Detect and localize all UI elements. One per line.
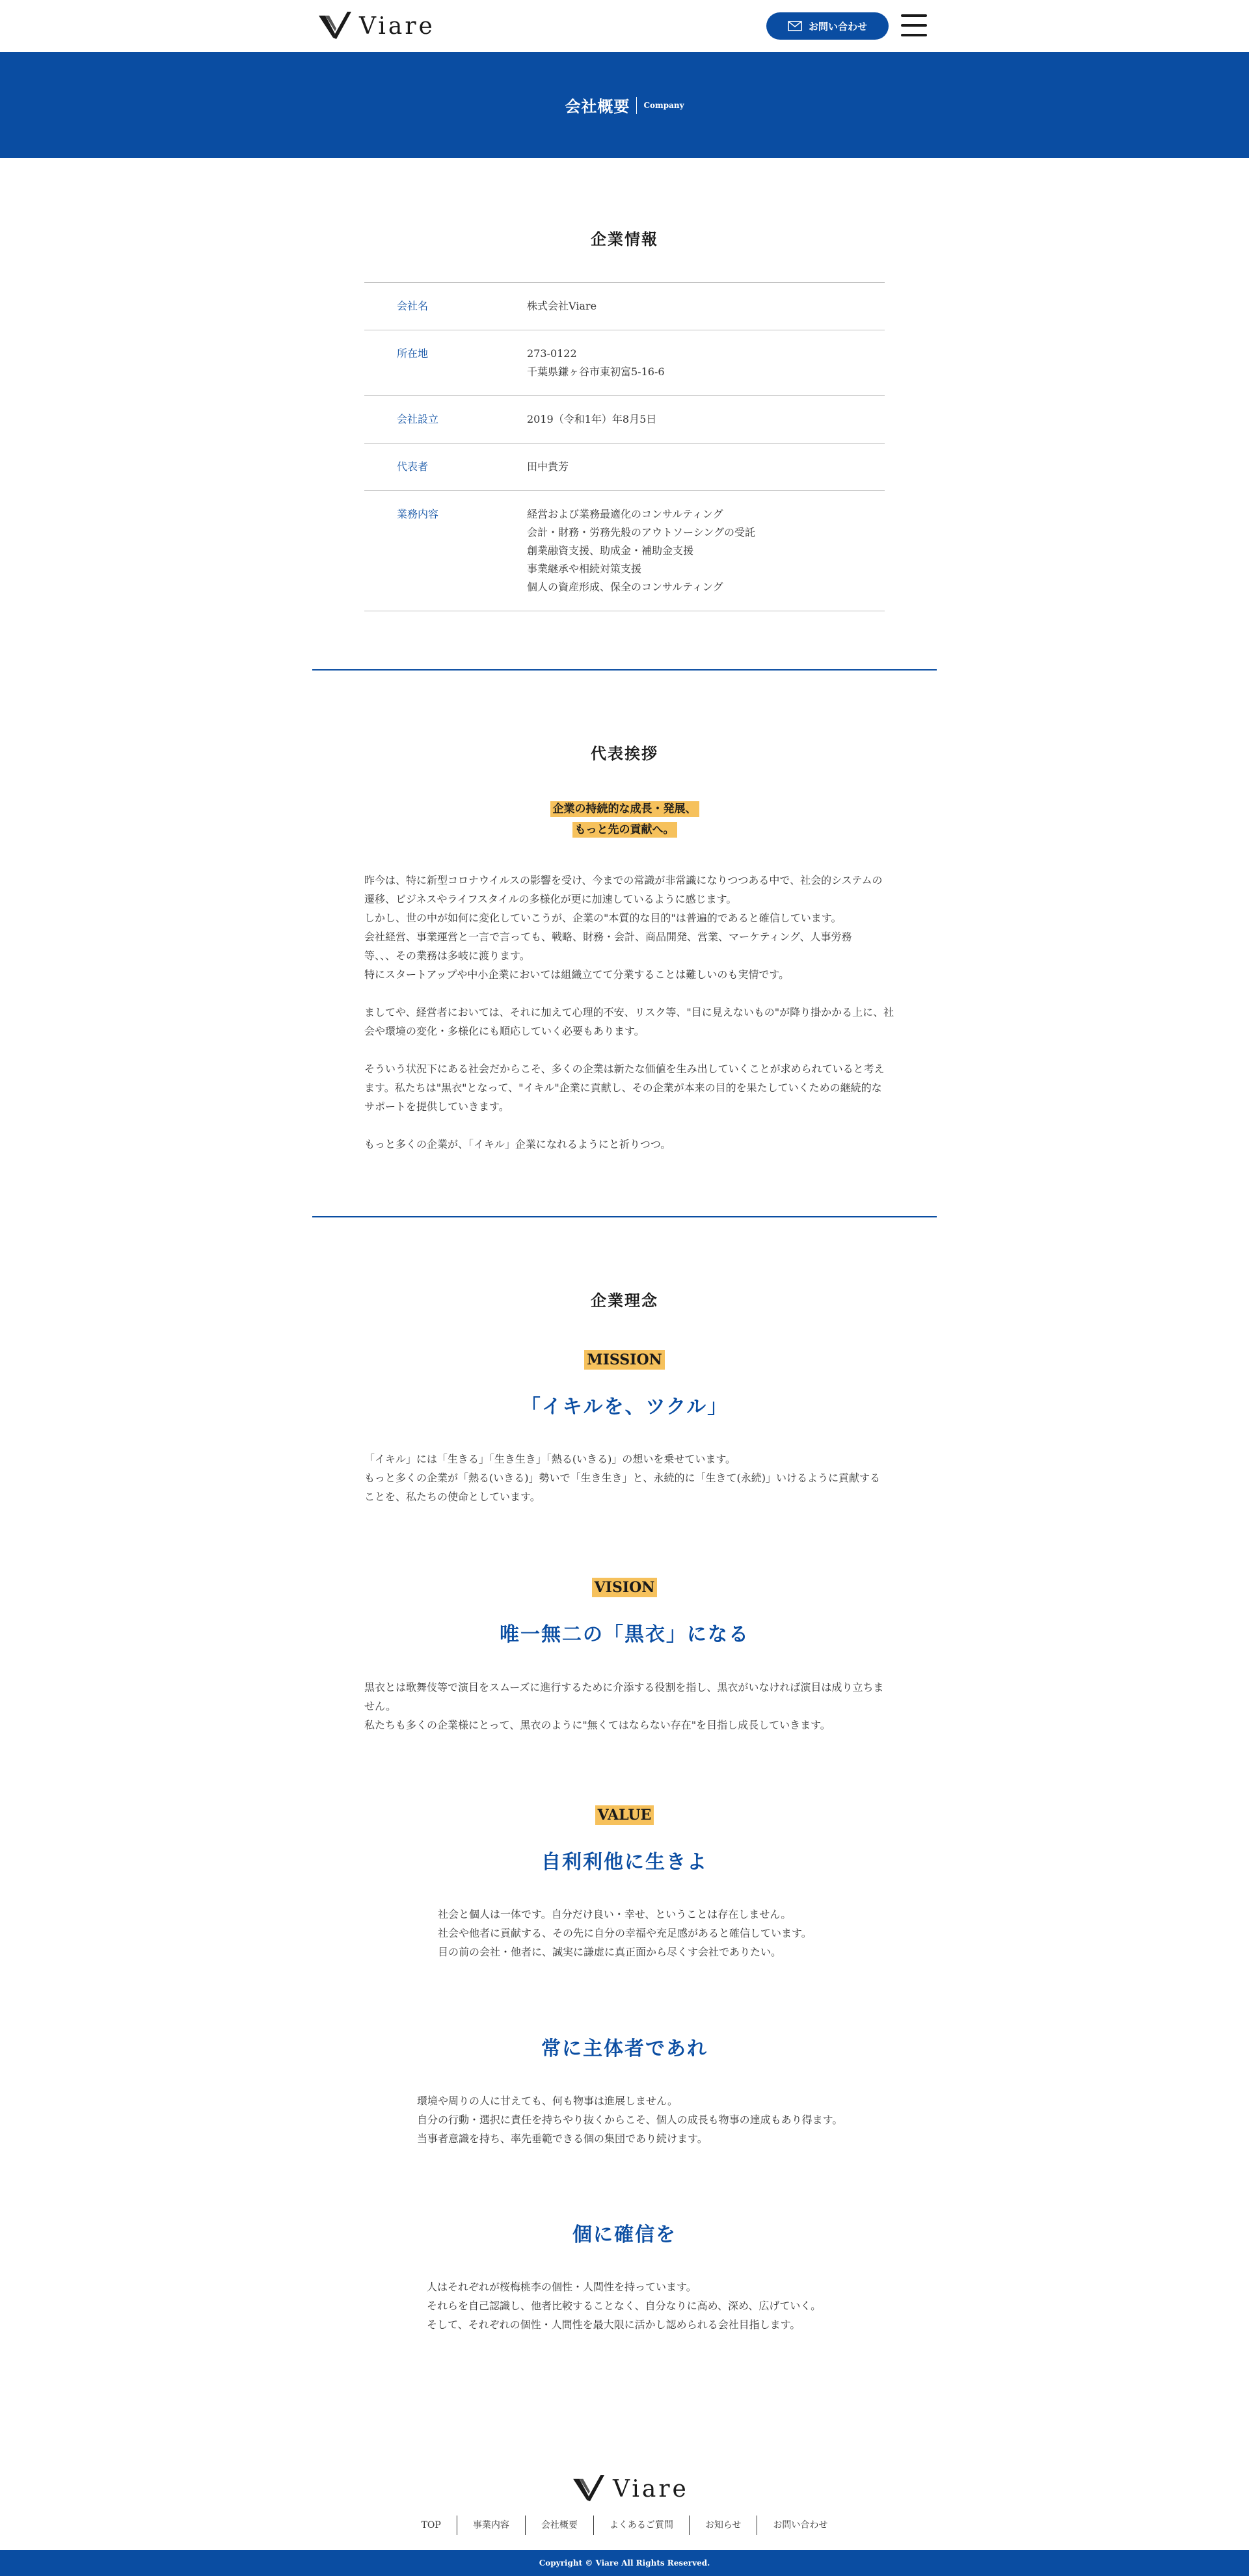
text-line: 遷移、ビジネスやライフスタイルの多様化が更に加速しているように感じます。 bbox=[364, 893, 737, 905]
vision-body bbox=[364, 1678, 898, 1734]
mission-tag bbox=[0, 1350, 1249, 1370]
info-row bbox=[364, 444, 885, 491]
footer-nav-link[interactable]: お知らせ bbox=[705, 2520, 742, 2530]
site-header bbox=[0, 0, 1249, 52]
info-row bbox=[364, 330, 885, 396]
text-line: 会や環境の変化・多様化にも順応していく必要もあります。 bbox=[364, 1025, 645, 1037]
text-line: それらを自己認識し、他者比較することなく、自分なりに高め、深め、広げていく。 bbox=[427, 2300, 822, 2312]
value-tag-label: VALUE bbox=[595, 1805, 654, 1825]
footer-nav-link[interactable]: TOP bbox=[421, 2520, 441, 2530]
logo-text: Viare bbox=[359, 12, 435, 40]
greeting-paragraph bbox=[364, 1059, 898, 1116]
mission-tag-label: MISSION bbox=[584, 1350, 665, 1370]
info-value-line: 創業融資支援、助成金・補助金支援 bbox=[527, 544, 694, 557]
info-value bbox=[527, 505, 885, 596]
vision-tag-label: VISION bbox=[592, 1578, 658, 1597]
page-title: 会社概要 bbox=[565, 97, 630, 116]
info-value-line: 経営および業務最適化のコンサルティング bbox=[527, 508, 723, 520]
text-line: 目の前の会社・他者に、誠実に謙虚に真正面から尽くす会社でありたい。 bbox=[438, 1946, 782, 1958]
copyright-bar bbox=[0, 2550, 1249, 2576]
mission-headline: 「イキルを、ツクル」 bbox=[520, 1396, 729, 1418]
text-line: 昨今は、特に新型コロナウイルスの影響を受け、今までの常識が非常識になりつつある中で、社会的システムの bbox=[364, 874, 883, 886]
info-value-line: 千葉県鎌ヶ谷市東初富5-16-6 bbox=[527, 365, 665, 378]
info-label: 所在地 bbox=[397, 347, 429, 360]
info-row bbox=[364, 396, 885, 444]
page-hero bbox=[0, 52, 1249, 158]
philosophy-title: 企業理念 bbox=[591, 1291, 658, 1310]
info-label: 代表者 bbox=[397, 460, 429, 473]
text-line: しかし、世の中が如何に変化していこうが、企業の"本質的な目的"は普遍的であると確信しています。 bbox=[364, 912, 842, 924]
contact-button-label: お問い合わせ bbox=[808, 20, 867, 33]
text-line: 社会や他者に貢献する、その先に自分の幸福や充足感があると確信しています。 bbox=[438, 1927, 812, 1939]
greeting-paragraph bbox=[364, 1135, 898, 1154]
info-value bbox=[527, 410, 885, 429]
info-value-line: 個人の資産形成、保全のコンサルティング bbox=[527, 581, 723, 593]
text-line: そして、それぞれの個性・人間性を最大限に活かし認められる会社目指します。 bbox=[427, 2318, 801, 2331]
info-row bbox=[364, 283, 885, 330]
viare-logo-mark-icon bbox=[319, 12, 351, 40]
info-label: 業務内容 bbox=[397, 508, 439, 520]
greeting-body bbox=[364, 871, 898, 1154]
mail-icon bbox=[788, 21, 802, 31]
footer-nav-link[interactable]: よくあるご質問 bbox=[609, 2520, 673, 2530]
site-logo[interactable] bbox=[319, 10, 435, 42]
info-value bbox=[527, 458, 885, 476]
text-line: ましてや、経営者においては、それに加えて心理的不安、リスク等、"目に見えないもの"が降り掛かかる上に、社 bbox=[364, 1006, 894, 1018]
greeting-catchphrase bbox=[0, 801, 1249, 843]
text-line: 「イキル」には「生きる」「生き生き」「熱る(いきる)」の想いを乗せています。 bbox=[364, 1453, 736, 1465]
text-line: 私たちも多くの企業様にとって、黒衣のように"無くてはならない存在"を目指し成長していきます。 bbox=[364, 1719, 831, 1731]
text-line: ます。私たちは"黒衣"となって、"イキル"企業に貢献し、その企業が本来の目的を果たしていくための継続的な bbox=[364, 1082, 882, 1094]
footer-nav-link[interactable]: 会社概要 bbox=[541, 2520, 578, 2530]
info-value-line: 事業継承や相続対策支援 bbox=[527, 563, 642, 575]
section-divider bbox=[312, 1216, 937, 1217]
footer-logo[interactable] bbox=[572, 2475, 689, 2503]
info-value-line: 273-0122 bbox=[527, 347, 577, 360]
info-value-line: 会計・財務・労務先般のアウトソーシングの受託 bbox=[527, 526, 755, 538]
viare-logo-mark-icon bbox=[572, 2475, 605, 2503]
catch-line: もっと先の貢献へ。 bbox=[572, 822, 677, 838]
company-info-title: 企業情報 bbox=[591, 230, 658, 248]
greeting-paragraph bbox=[364, 871, 898, 984]
info-label: 会社設立 bbox=[397, 413, 439, 425]
value-headline: 自利利他に生きよ bbox=[541, 1851, 708, 1874]
text-line: 黒衣とは歌舞伎等で演目をスムーズに進行するために介添する役割を指し、黒衣がいなければ演目は成り立ちま bbox=[364, 1681, 884, 1693]
value-body bbox=[438, 1905, 893, 1961]
copyright-text: Copyright © Viare All Rights Reserved. bbox=[539, 2558, 710, 2568]
vision-tag bbox=[0, 1578, 1249, 1597]
value-headline: 常に主体者であれ bbox=[541, 2038, 708, 2060]
text-line: もっと多くの企業が、「イキル」企業になれるようにと祈りつつ。 bbox=[364, 1138, 671, 1150]
info-value bbox=[527, 345, 885, 381]
text-line: せん。 bbox=[364, 1700, 396, 1712]
page-subtitle: Company bbox=[643, 100, 684, 110]
info-value-line: 田中貴芳 bbox=[527, 460, 569, 473]
text-line: 特にスタートアップや中小企業においては組織立てて分業することは難しいのも実情です。 bbox=[364, 968, 790, 981]
footer-nav bbox=[0, 2516, 1249, 2535]
contact-button[interactable] bbox=[766, 12, 889, 40]
info-value bbox=[527, 297, 885, 315]
text-line: そういう状況下にある社会だからこそ、多くの企業は新たな価値を生み出していくことが求められていると考え bbox=[364, 1063, 885, 1075]
footer-nav-link[interactable]: 事業内容 bbox=[472, 2520, 509, 2530]
text-line: 等、、、その業務は多岐に渡ります。 bbox=[364, 949, 530, 962]
menu-hamburger-icon[interactable] bbox=[901, 14, 927, 36]
info-label: 会社名 bbox=[397, 300, 429, 312]
footer-nav-link[interactable]: お問い合わせ bbox=[773, 2520, 828, 2530]
text-line: ことを、私たちの使命としています。 bbox=[364, 1491, 541, 1503]
value-body bbox=[417, 2091, 885, 2148]
greeting-title: 代表挨拶 bbox=[591, 744, 658, 763]
vision-headline: 唯一無二の「黒衣」になる bbox=[500, 1623, 749, 1646]
info-value-line: 2019（令和1年）年8月5日 bbox=[527, 413, 657, 425]
value-headline: 個に確信を bbox=[572, 2224, 677, 2246]
section-divider bbox=[312, 669, 937, 671]
value-tag bbox=[0, 1805, 1249, 1825]
value-body bbox=[427, 2277, 895, 2334]
text-line: サポートを提供していきます。 bbox=[364, 1100, 509, 1113]
greeting-paragraph bbox=[364, 1003, 898, 1041]
footer-logo-text: Viare bbox=[613, 2475, 689, 2503]
text-line: 会社経営、事業運営と一言で言っても、戦略、財務・会計、商品開発、営業、マーケティング、人事労務 bbox=[364, 931, 852, 943]
catch-line: 企業の持続的な成長・発展、 bbox=[550, 801, 699, 817]
info-value-line: 株式会社Viare bbox=[527, 300, 597, 312]
info-row bbox=[364, 491, 885, 611]
text-line: 自分の行動・選択に責任を持ちやり抜くからこそ、個人の成長も物事の達成もあり得ます。 bbox=[417, 2114, 843, 2126]
text-line: 社会と個人は一体です。自分だけ良い・幸せ、ということは存在しません。 bbox=[438, 1908, 792, 1920]
mission-body bbox=[364, 1450, 898, 1506]
text-line: 当事者意識を持ち、率先垂範できる個の集団であり続けます。 bbox=[417, 2132, 708, 2145]
text-line: もっと多くの企業が「熱る(いきる)」勢いで「生き生き」と、永続的に「生きて(永続)」いけるように貢献する bbox=[364, 1472, 880, 1484]
text-line: 人はそれぞれが桜梅桃李の個性・人間性を持っています。 bbox=[427, 2281, 697, 2293]
hero-divider bbox=[636, 97, 637, 114]
text-line: 環境や周りの人に甘えても、何も物事は進展しません。 bbox=[417, 2095, 678, 2107]
company-info-table bbox=[364, 282, 885, 611]
